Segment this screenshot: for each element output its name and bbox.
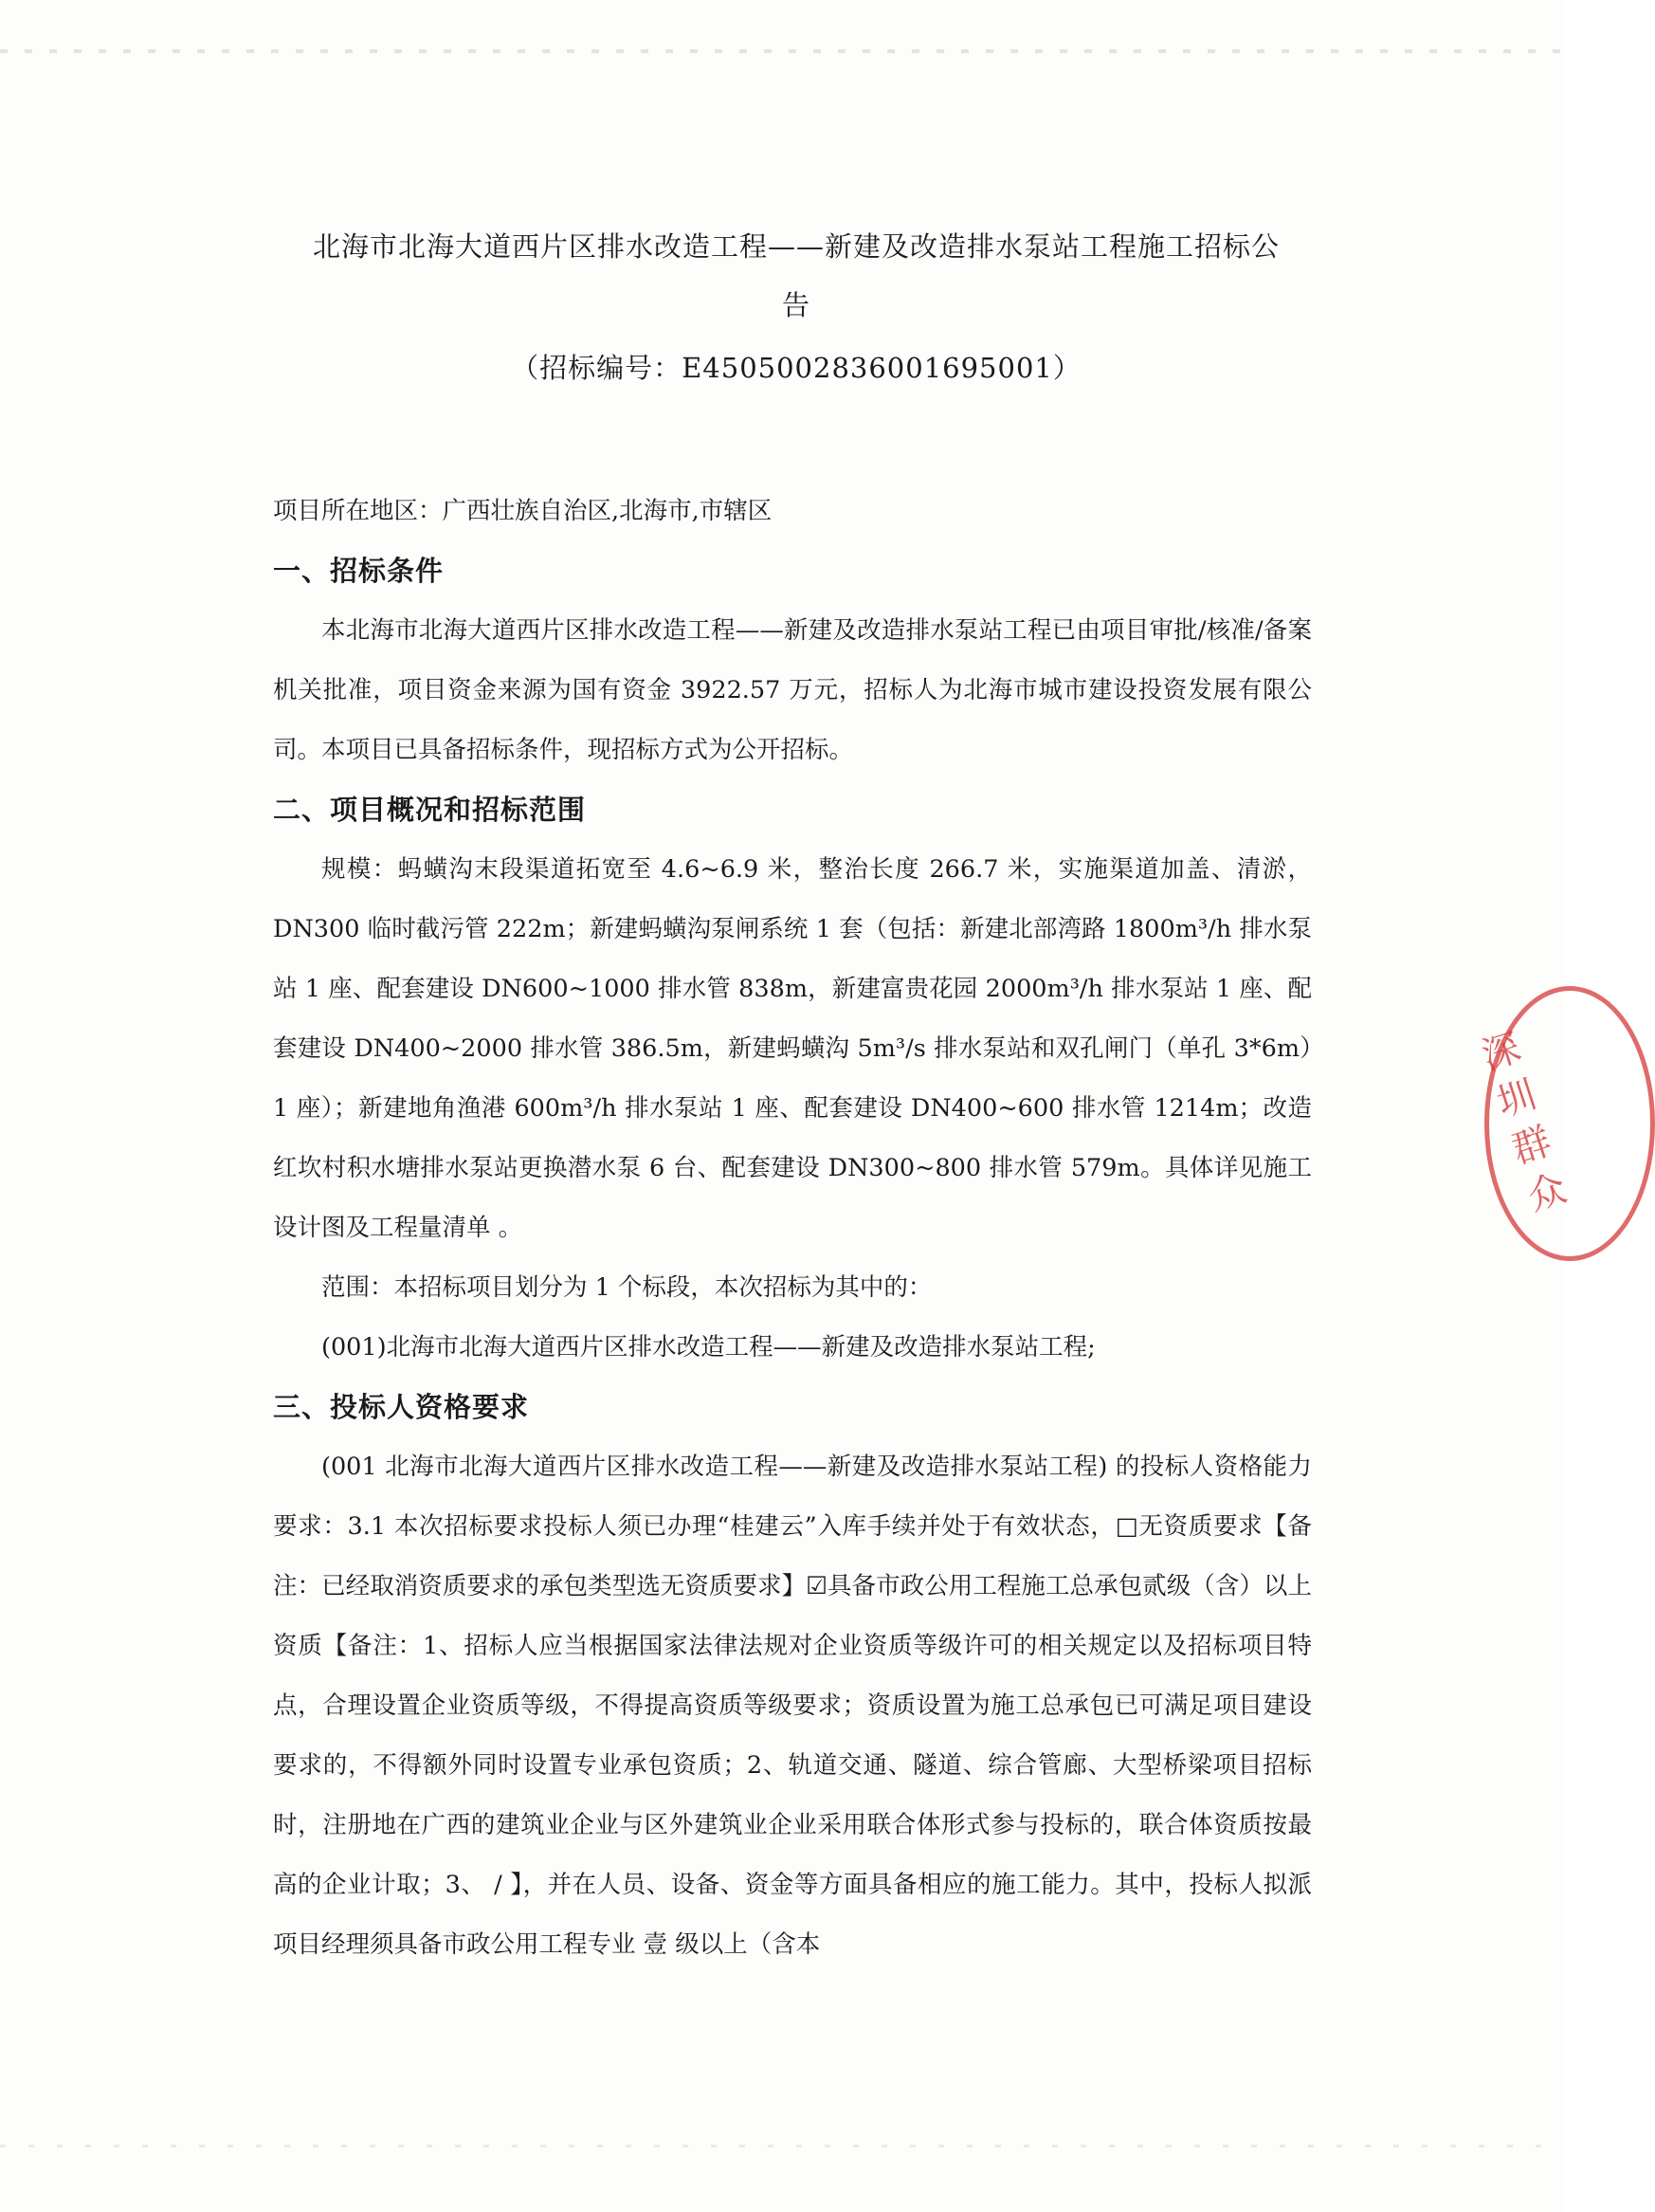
bidding-conditions-paragraph: 本北海市北海大道西片区排水改造工程——新建及改造排水泵站工程已由项目审批/核准/备案机关批准，项目资金来源为国有资金 3922.57 万元，招标人为北海市城市建设投资发展有限公司。本项目已具备招标条件，现招标方式为公开招标。 — [273, 616, 1312, 764]
bid-number: （招标编号：E4505002836001695001） — [511, 352, 1082, 384]
document-title-line2: 告 — [781, 289, 810, 321]
bidder-qualifications-paragraph: (001 北海市北海大道西片区排水改造工程——新建及改造排水泵站工程) 的投标人资格能力要求：3.1 本次招标要求投标人须已办理“桂建云”入库手续并处于有效状态，□无资质要求【备注：已经取消资质要求的承包类型选无资质要求】☑具备市政公用工程施工总承包贰级（含）以上资质【备注：1、招标人应当根据国家法律法规对企业资质等级许可的相关规定以及招标项目特点，合理设置企业资质等级，不得提高资质等级要求；资质设置为施工总承包已可满足项目建设要求的，不得额外同时设置专业承包资质；2、轨道交通、隧道、综合管廊、大型桥梁项目招标时，注册地在广西的建筑业企业与区外建筑业企业采用联合体形式参与投标的，联合体资质按最高的企业计取；3、 / 】，并在人员、设备、资金等方面具备相应的施工能力。其中，投标人拟派项目经理须具备市政公用工程专业 壹 级以上（含本 — [273, 1453, 1312, 1959]
scan-edge-top — [0, 49, 1564, 53]
section-heading-bidder-qualifications: 三、投标人资格要求 — [273, 1391, 530, 1423]
project-scale-paragraph: 规模：蚂蟥沟末段渠道拓宽至 4.6~6.9 米，整治长度 266.7 米，实施渠道加盖、清淤，DN300 临时截污管 222m；新建蚂蟥沟泵闸系统 1 套（包括：新建北部湾路 1800m³/h 排水泵站 1 座、配套建设 DN600~1000 排水管 838m，新建富贵花园 2000m³/h 排水泵站 1 座、配套建设 DN400~2000 排水管 386.5m，新建蚂蟥沟 5m³/s 排水泵站和双孔闸门（单孔 3*6m）1 座）；新建地角渔港 600m³/h 排水泵站 1 座、配套建设 DN400~600 排水管 1214m；改造红坎村积水塘排水泵站更换潜水泵 6 台、配套建设 DN300~800 排水管 579m。具体详见施工设计图及工程量清单 。 — [273, 855, 1312, 1242]
document-title-line1: 北海市北海大道西片区排水改造工程——新建及改造排水泵站工程施工招标公 — [312, 230, 1280, 263]
project-scope-paragraph: 范围：本招标项目划分为 1 个标段，本次招标为其中的： — [321, 1273, 933, 1302]
project-region: 项目所在地区：广西壮族自治区,北海市,市辖区 — [273, 497, 773, 525]
document-body — [273, 482, 1312, 1975]
section-heading-project-overview: 二、项目概况和招标范围 — [273, 794, 587, 826]
scan-edge-bottom — [0, 2145, 1564, 2148]
project-lot-paragraph: (001)北海市北海大道西片区排水改造工程——新建及改造排水泵站工程; — [321, 1333, 1096, 1362]
section-heading-bidding-conditions: 一、招标条件 — [273, 555, 445, 587]
seal-stamp-text: 深圳群众 — [1476, 1025, 1573, 1220]
